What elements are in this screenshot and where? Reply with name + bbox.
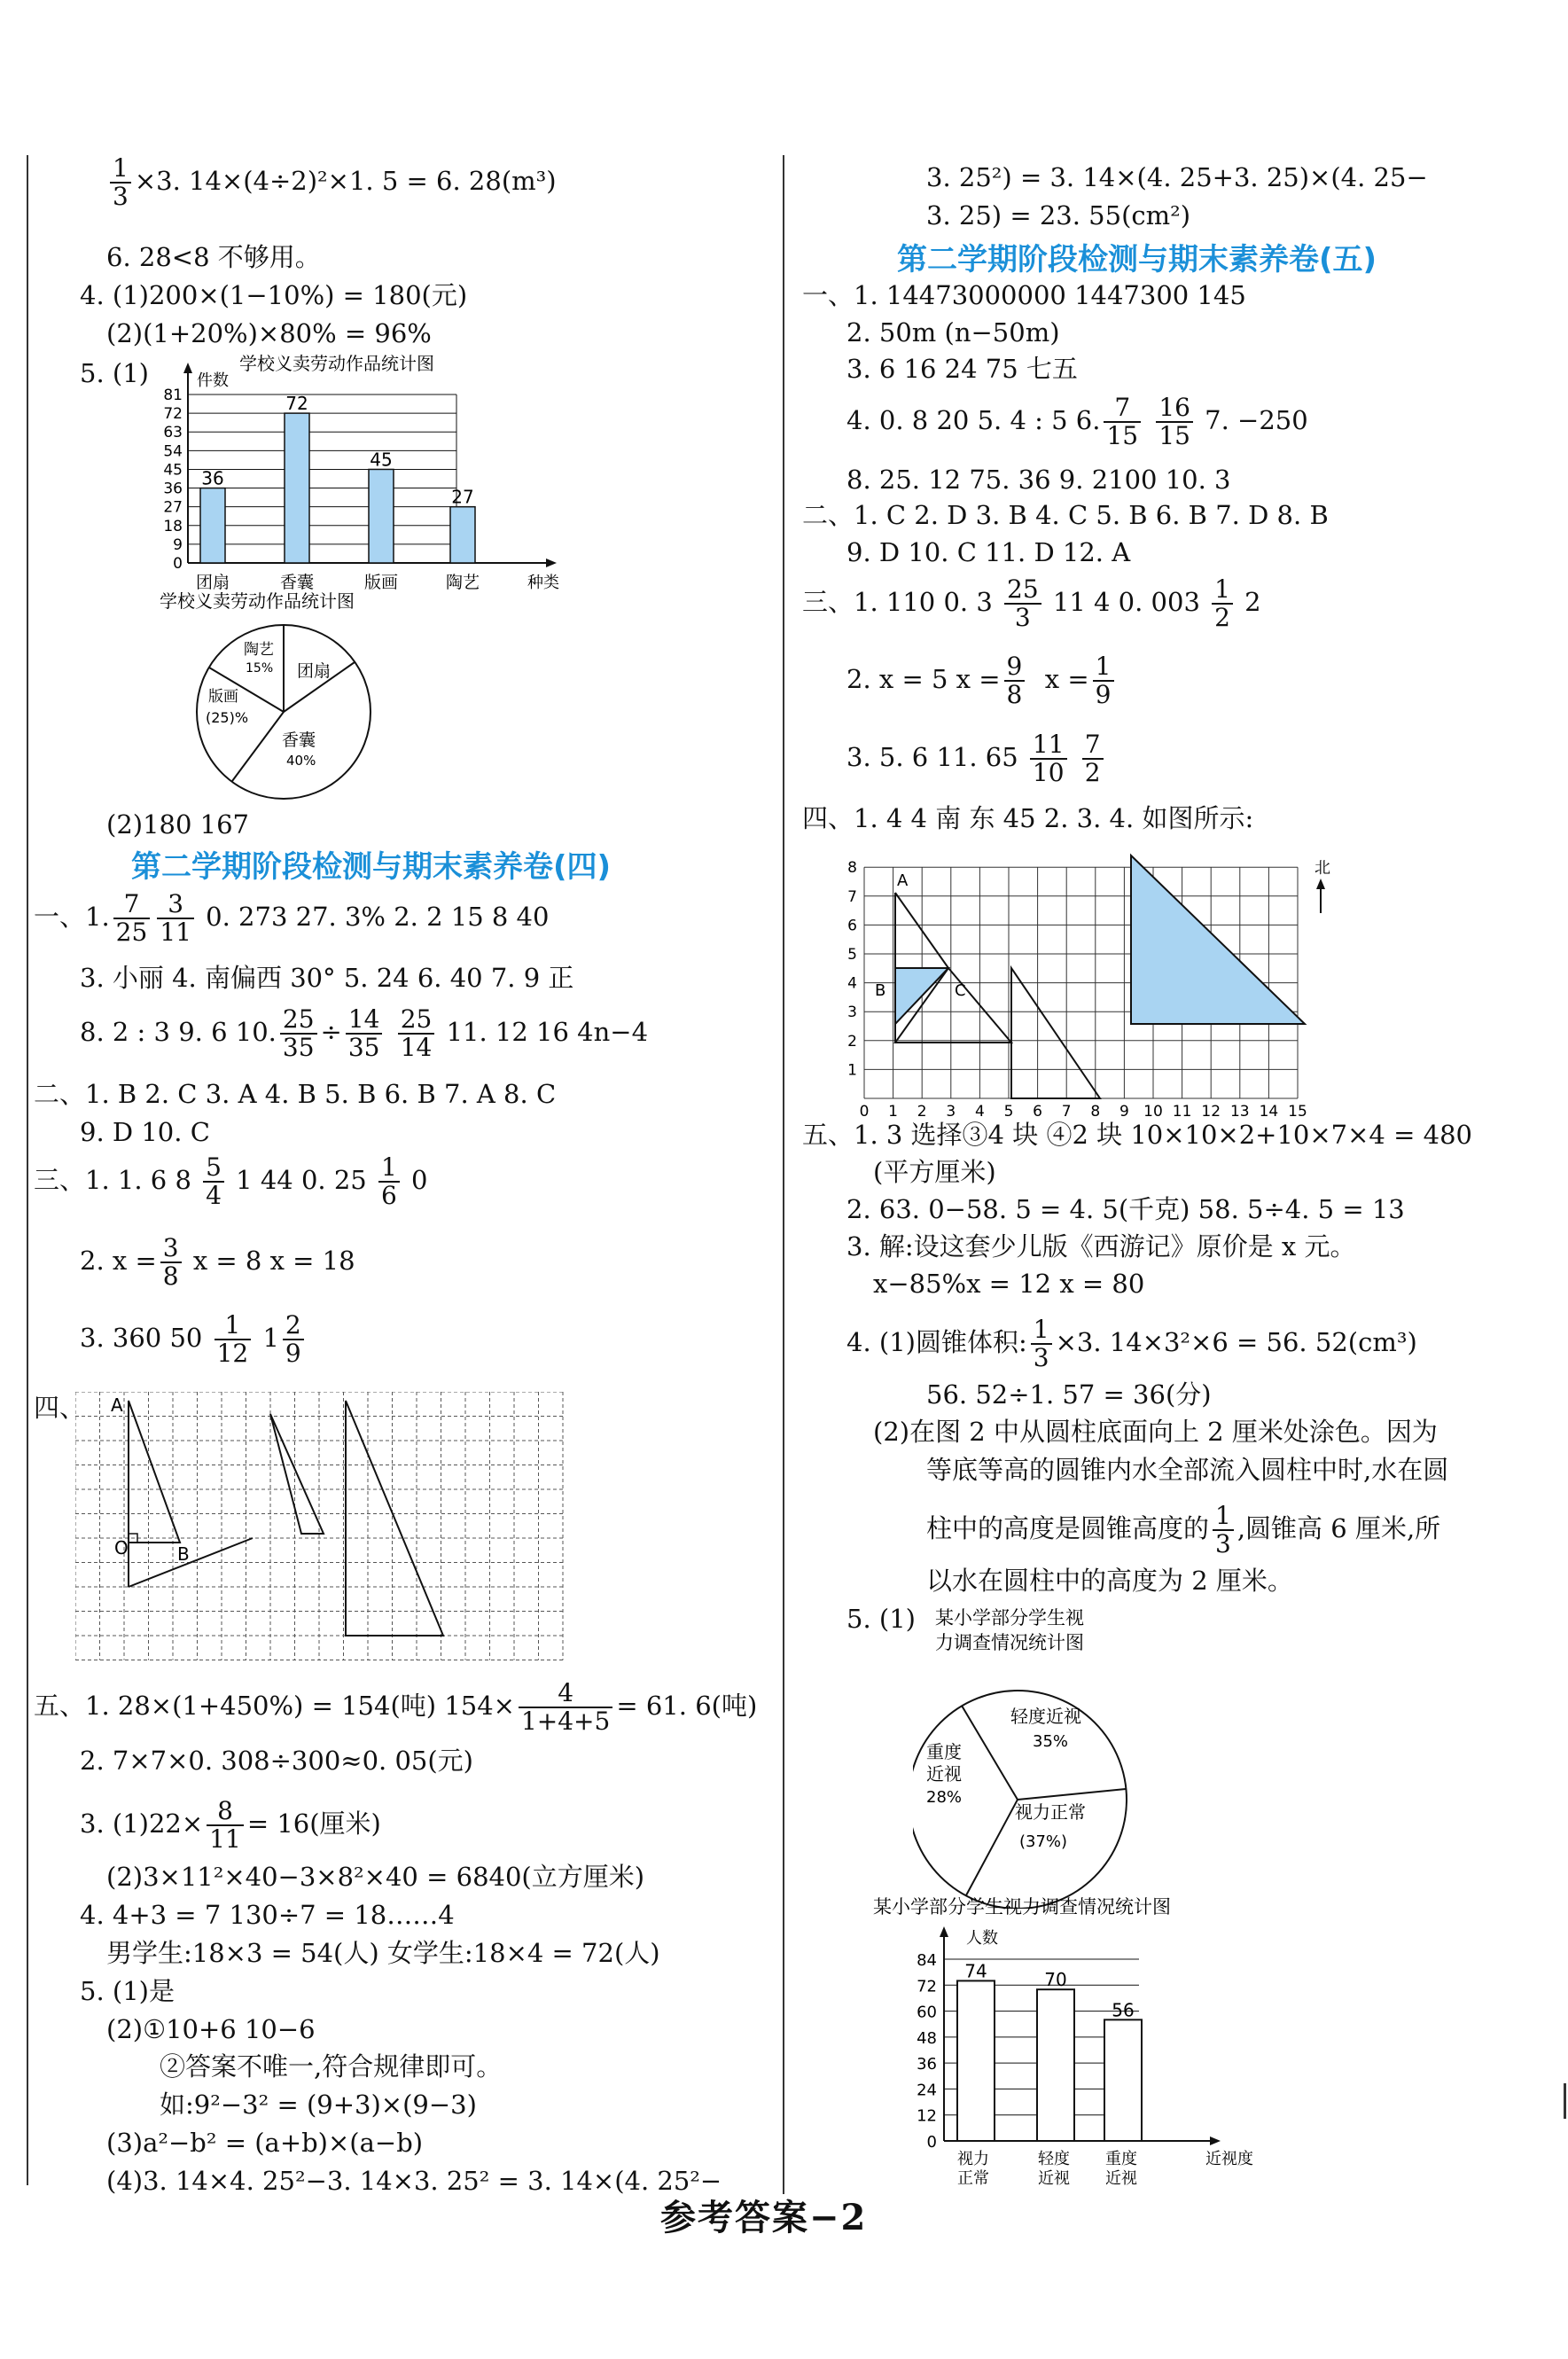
category-label: 陶艺 [445,573,480,592]
y-tick-label: 2 [847,1032,857,1051]
triangle-translated [270,1414,324,1534]
fraction: $\frac{3}{11}$ [157,891,194,946]
fraction: $\frac{7}{25}$ [113,891,151,946]
fraction: $\frac{11}{10}$ [1030,731,1067,786]
answer-line: 4. 0. 8 20 5. 4 : 5 6. $\frac{7}{15}$ $\frac{16}{15}$ 7. −250 [846,393,1308,450]
answer-line: 3. 小丽 4. 南偏西 30° 5. 24 6. 40 7. 9 正 [80,963,574,993]
point-label-b: B [177,1543,190,1565]
left-margin-line [27,155,28,2185]
north-label: 北 [1314,859,1330,878]
x-tick-label: 1 [888,1103,899,1121]
point-label-o: O [114,1537,129,1558]
bar-chart-works [151,350,576,594]
bar [957,1980,995,2141]
fraction: $\frac{1}{3}$ [1031,1316,1052,1371]
fraction: $\frac{1}{2}$ [1212,576,1233,631]
pie-chart-works [151,588,417,805]
answer-line: (2)180 167 [106,809,250,840]
answer-line: (4)3. 14×4. 25²−3. 14×3. 25² = 3. 14×(4. 25²− [106,2166,722,2196]
y-tick-label: 3 [847,1004,857,1022]
bar [285,413,309,563]
fraction: $\frac{5}{4}$ [203,1154,224,1209]
fraction: $\frac{7}{2}$ [1082,731,1104,786]
y-tick-label: 8 [847,859,857,878]
grid-figure-4 [75,1392,572,1667]
answer-line: 5. (1) [80,358,149,388]
pie-label-severe-a: 重度 [926,1741,962,1762]
chart-title-line2: 力调查情况统计图 [935,1632,1084,1653]
fraction: $\frac{1}{6}$ [378,1154,400,1209]
answer-line: 3. 360 50 $\frac{1}{12}$ 1 $\frac{2}{9}$ [80,1312,308,1367]
answer-line: 9. D 10. C 11. D 12. A [846,537,1131,567]
point-label-a: A [111,1394,123,1416]
pie-chart-vision [913,1603,1179,1909]
category-label: 视力 [957,2150,989,2168]
x-tick-label: 6 [1033,1103,1043,1121]
north-arrow-head [1316,879,1325,889]
bar-value-label: 45 [370,449,393,471]
category-label: 近视 [1105,2169,1137,2188]
bar [1037,1989,1074,2141]
x-tick-label: 8 [1090,1103,1101,1121]
fraction: $\frac{9}{8}$ [1004,653,1026,708]
answer-line: 3. 6 16 24 75 七五 [846,354,1078,384]
section-title-4: 第二学期阶段检测与期末素养卷(四) [131,849,612,885]
bar [450,507,475,563]
y-tick-label: 27 [163,498,183,517]
x-axis-arrow [546,559,557,567]
fraction: $\frac{16}{15}$ [1156,394,1193,449]
fraction: $\frac{7}{15}$ [1104,394,1141,449]
pie-label-severe-b: 近视 [926,1763,962,1785]
bar-value-label: 74 [964,1960,987,1982]
x-tick-label: 14 [1259,1103,1279,1121]
grid-figure-5 [820,847,1352,1126]
answer-line: 2. 50m (n−50m) [846,317,1060,348]
bar-value-label: 36 [201,467,224,489]
y-tick-label: 72 [163,405,183,424]
x-axis-label: 近视度 [1205,2150,1253,2168]
fraction: $\frac{1}{3}$ [1213,1503,1234,1558]
category-label: 近视 [1038,2169,1070,2188]
y-axis-label: 人数 [966,1929,998,1948]
category-label: 团扇 [195,573,230,592]
answer-line: 柱中的高度是圆锥高度的 $\frac{1}{3}$ ,圆锥高 6 厘米,所 [926,1501,1441,1558]
answer-line: 3. 25²) = 3. 14×(4. 25+3. 25)×(4. 25− [926,162,1428,192]
answer-line: (2)在图 2 中从圆柱底面向上 2 厘米处涂色。因为 [873,1417,1438,1447]
pie-pct-mild: 35% [1033,1732,1069,1751]
x-tick-label: 10 [1143,1103,1163,1121]
answer-line: 4. 4+3 = 7 130÷7 = 18……4 [80,1900,455,1930]
bar-value-label: 27 [451,486,474,508]
chart-title-line1: 某小学部分学生视 [935,1607,1084,1629]
answer-line: 5. (1) [846,1604,916,1634]
answer-line: 四、1. 4 4 南 东 45 2. 3. 4. 如图所示: [802,803,1254,833]
x-tick-label: 4 [974,1103,985,1121]
answer-line: 8. 2 : 3 9. 6 10. $\frac{25}{35}$ ÷ $\frac{14}{35}$ $\frac{25}{14}$ 11. 12 16 4n−4 [80,1004,649,1062]
fraction: $\frac{1}{12}$ [215,1312,252,1367]
bar-value-label: 70 [1044,1969,1067,1991]
answer-line: 一、1. $\frac{7}{25}$ $\frac{3}{11}$ 0. 273 27. 3% 2. 2 15 8 40 [34,889,550,947]
x-tick-label: 9 [1119,1103,1129,1121]
answer-line: 四、 [34,1393,86,1423]
category-label: 重度 [1105,2150,1137,2168]
y-tick-label: 84 [917,1951,937,1970]
bar [200,488,225,563]
pie-pct-xiangnang: 40% [286,753,316,769]
x-axis-label: 种类 [527,574,559,592]
pie-pct-banhua: (25)% [206,709,249,726]
chart-title: 某小学部分学生视力调查情况统计图 [873,1896,1171,1918]
shaded-triangle-large [1131,855,1305,1024]
answer-line: 五、1. 3 选择③4 块 ④2 块 10×10×2+10×7×4 = 480 [802,1120,1472,1150]
pie-pct-taoyi: 15% [246,661,274,676]
pie-label-xiangnang: 香囊 [282,730,316,750]
answer-line: 4. (1)圆锥体积: $\frac{1}{3}$ ×3. 14×3²×6 = 56. 52(cm³) [846,1315,1417,1372]
answer-line: 9. D 10. C [80,1117,210,1147]
x-tick-label: 0 [859,1103,870,1121]
fraction: $\frac{8}{11}$ [207,1798,244,1853]
x-tick-label: 7 [1061,1103,1072,1121]
answer-line: 男学生:18×3 = 54(人) 女学生:18×4 = 72(人) [106,1938,660,1968]
fraction: $\frac{25}{35}$ [280,1006,317,1061]
y-tick-label: 5 [847,946,857,964]
answer-line: 二、1. C 2. D 3. B 4. C 5. B 6. B 7. D 8. B [802,500,1329,530]
x-tick-label: 11 [1172,1103,1192,1121]
fraction: $\frac{1}{3}$ [110,155,131,210]
y-tick-label: 45 [163,461,183,480]
y-tick-label: 0 [926,2133,937,2152]
y-axis-arrow [940,1926,948,1937]
y-tick-label: 36 [917,2055,937,2074]
category-label: 版画 [363,573,399,592]
pie-label-normal: 视力正常 [1015,1801,1086,1823]
pie-pct-severe: 28% [926,1788,963,1807]
y-axis-arrow [183,363,192,373]
y-tick-label: 0 [173,555,183,573]
answer-line: (2)(1+20%)×80% = 96% [106,318,432,348]
y-tick-label: 60 [917,2003,937,2022]
answer-line: 以水在圆柱中的高度为 2 厘米。 [926,1566,1293,1596]
category-label: 正常 [957,2169,989,2188]
y-tick-label: 36 [163,480,183,498]
pie-label-tuanshan: 团扇 [297,661,332,681]
page-footer: 参考答案−2 [660,2197,868,2238]
fraction: $\frac{1}{9}$ [1093,653,1114,708]
y-tick-label: 18 [163,517,183,535]
answer-line: 2. 63. 0−58. 5 = 4. 5(千克) 58. 5÷4. 5 = 13 [846,1194,1405,1224]
answer-line: $\frac{1}{3}$ ×3. 14×(4÷2)²×1. 5 = 6. 28(m³) [106,155,557,210]
pie-pct-normal: (37%) [1019,1832,1068,1851]
point-label-b: B [875,981,886,1000]
x-tick-label: 12 [1201,1103,1221,1121]
answer-line: 一、1. 14473000000 1447300 145 [802,280,1246,310]
y-tick-label: 48 [917,2028,937,2048]
answer-line: 3. 25) = 23. 55(cm²) [926,200,1191,230]
answer-line: 2. 7×7×0. 308÷300≈0. 05(元) [80,1746,473,1776]
answer-line: (平方厘米) [873,1157,996,1187]
chart-title: 学校义卖劳动作品统计图 [239,353,434,374]
y-tick-label: 9 [173,535,183,554]
answer-line: 5. (1)是 [80,1976,175,2006]
answer-line: 等底等高的圆锥内水全部流入圆柱中时,水在圆 [926,1455,1449,1485]
y-axis-label: 件数 [197,371,229,390]
pie-label-taoyi: 陶艺 [244,641,274,659]
bar [1104,2019,1142,2141]
x-axis-arrow [1210,2136,1221,2145]
y-tick-label: 1 [847,1061,857,1080]
answer-line: 2. x = $\frac{3}{8}$ x = 8 x = 18 [80,1233,355,1291]
fraction: $\frac{2}{9}$ [283,1312,304,1367]
answer-line: 8. 25. 12 75. 36 9. 2100 10. 3 [846,465,1231,495]
answer-line: ②答案不唯一,符合规律即可。 [160,2051,503,2082]
y-tick-label: 81 [163,387,183,404]
y-tick-label: 24 [917,2081,937,2100]
y-tick-label: 63 [163,424,183,442]
bar-value-label: 72 [285,393,308,415]
bar-value-label: 56 [1112,1999,1135,2021]
answer-line: 如:9²−3² = (9+3)×(9−3) [160,2090,477,2120]
fraction: $\frac{14}{35}$ [346,1006,383,1061]
point-label-a: A [897,871,909,890]
y-tick-label: 6 [847,917,857,935]
y-tick-label: 54 [163,442,183,461]
answer-line: (2)①10+6 10−6 [106,2014,316,2044]
answer-line: 6. 28<8 不够用。 [106,242,321,272]
y-tick-label: 12 [917,2106,937,2126]
x-tick-label: 15 [1288,1103,1307,1121]
category-label: 轻度 [1038,2150,1070,2168]
answer-line: 二、1. B 2. C 3. A 4. B 5. B 6. B 7. A 8. C [34,1079,557,1109]
answer-line: x−85%x = 12 x = 80 [873,1269,1145,1299]
answer-line: 三、1. 1. 6 8 $\frac{5}{4}$ 1 44 0. 25 $\frac{1}{6}$ 0 [34,1152,428,1210]
answer-line: 3. 解:设这套少儿版《西游记》原价是 x 元。 [846,1231,1356,1262]
y-tick-label: 4 [847,974,857,993]
right-edge-mark [1564,2083,1566,2119]
triangle-aob [129,1401,180,1543]
answer-line: (3)a²−b² = (a+b)×(a−b) [106,2128,424,2158]
fraction: $\frac{3}{8}$ [160,1235,182,1290]
fraction: $\frac{4}{1+4+5}$ [519,1680,612,1735]
pie-label-mild: 轻度近视 [1010,1706,1081,1727]
y-tick-label: 7 [847,887,857,906]
fraction: $\frac{25}{14}$ [398,1006,435,1061]
fraction: $\frac{25}{3}$ [1004,576,1041,631]
section-title-5: 第二学期阶段检测与期末素养卷(五) [897,242,1377,277]
chart-title: 学校义卖劳动作品统计图 [160,590,355,612]
answer-line: (2)3×11²×40−3×8²×40 = 6840(立方厘米) [106,1862,645,1892]
x-tick-label: 5 [1003,1103,1014,1121]
x-tick-label: 13 [1229,1103,1250,1121]
answer-line: 三、1. 110 0. 3 $\frac{25}{3}$ 11 4 0. 003 $\frac{1}{2}$ 2 [802,574,1261,632]
category-label: 香囊 [279,573,315,592]
answer-line: 五、1. 28×(1+450%) = 154(吨) 154× $\frac{4}{1+4+5}$ = 61. 6(吨) [34,1678,758,1736]
x-tick-label: 3 [946,1103,956,1121]
answer-line: 3. 5. 6 11. 65 $\frac{11}{10}$ $\frac{7}{2}$ [846,731,1107,786]
y-tick-label: 72 [917,1977,937,1996]
point-label-c: C [955,981,966,1000]
pie-label-banhua: 版画 [208,688,238,706]
triangle-c [1011,968,1100,1098]
bar-chart-vision [873,1893,1299,2199]
answer-line: 2. x = 5 x = $\frac{9}{8}$ x = $\frac{1}{9}$ [846,653,1118,708]
bar [369,469,394,563]
answer-line: 3. (1)22× $\frac{8}{11}$ = 16(厘米) [80,1796,381,1854]
answer-line: 56. 52÷1. 57 = 36(分) [926,1379,1212,1410]
triangle-enlarged [346,1401,443,1636]
x-tick-label: 2 [917,1103,927,1121]
answer-line: 4. (1)200×(1−10%) = 180(元) [80,280,468,310]
column-divider [783,155,784,2194]
